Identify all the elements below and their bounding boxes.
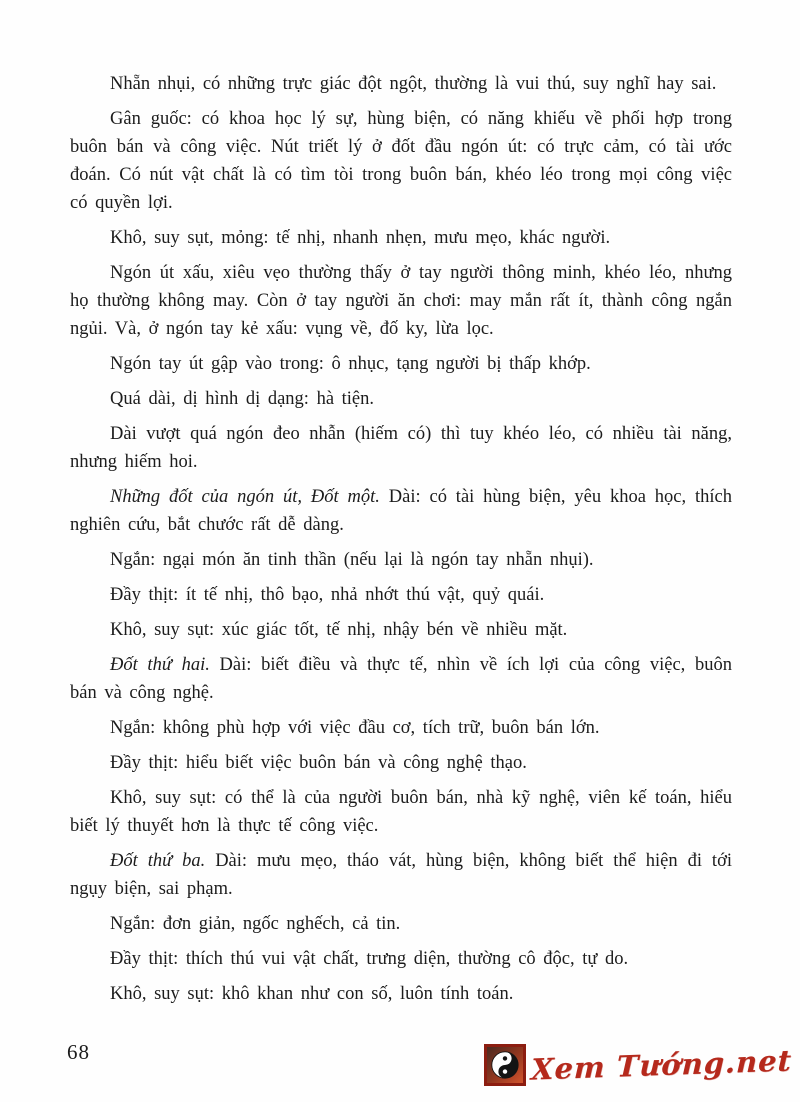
paragraph: [70, 651, 732, 707]
paragraph-lead: Những đốt của ngón út, Đốt một.: [110, 487, 380, 507]
watermark-wordmark: Xem Tướng.net: [530, 1043, 793, 1087]
page-text: [70, 70, 732, 1008]
paragraph-text: Nhẵn nhụi, có những trực giác đột ngột, thường là vui thú, suy nghĩ hay sai.: [110, 74, 717, 94]
paragraph: [70, 259, 732, 343]
paragraph: [70, 910, 732, 938]
paragraph: [70, 70, 732, 98]
paragraph: [70, 784, 732, 840]
paragraph: [70, 420, 732, 476]
paragraph: [70, 945, 732, 973]
paragraph: [70, 847, 732, 903]
paragraph-text: Khô, suy sụt: xúc giác tốt, tế nhị, nhậy bén về nhiều mặt.: [110, 620, 568, 640]
paragraph-text: Ngắn: ngại món ăn tinh thần (nếu lại là ngón tay nhẵn nhụi).: [110, 550, 594, 570]
paragraph: [70, 546, 732, 574]
paragraph-text: Dài: có tài hùng biện, yêu khoa học, thích nghiên cứu, bắt chước rất dễ dàng.: [70, 487, 732, 535]
paragraph-text: Khô, suy sụt: khô khan như con số, luôn tính toán.: [110, 984, 514, 1004]
paragraph-text: Gân guốc: có khoa học lý sự, hùng biện, có năng khiếu về phối hợp trong buôn bán và công việc. Nút triết lý ở đốt đầu ngón út: có trực cảm, có tài ước đoán. Có nút vật chất là có tìm tòi trong buôn bán, khéo léo trong mọi công việc có quyền lợi.: [70, 109, 732, 213]
paragraph: [70, 224, 732, 252]
paragraph: [70, 749, 732, 777]
paragraph-text: Khô, suy sụt, mỏng: tế nhị, nhanh nhẹn, mưu mẹo, khác người.: [110, 228, 611, 248]
paragraph-text: Đầy thịt: hiểu biết việc buôn bán và công nghệ thạo.: [110, 753, 527, 773]
paragraph-text: Ngón tay út gập vào trong: ô nhục, tạng người bị thấp khớp.: [110, 354, 591, 374]
watermark-logo[interactable]: [484, 1044, 792, 1086]
paragraph-text: Khô, suy sụt: có thể là của người buôn bán, nhà kỹ nghệ, viên kế toán, hiểu biết lý thuyết hơn là thực tế công việc.: [70, 788, 732, 836]
paragraph-text: Đầy thịt: ít tế nhị, thô bạo, nhả nhớt thú vật, quỷ quái.: [110, 585, 545, 605]
page-number: 68: [67, 1040, 90, 1064]
paragraph: [70, 616, 732, 644]
paragraph: [70, 714, 732, 742]
paragraph-text: Ngón út xấu, xiêu vẹo thường thấy ở tay người thông minh, khéo léo, nhưng họ thường không may. Còn ở tay người ăn chơi: may mắn rất ít, thành công ngắn ngủi. Và, ở ngón tay kẻ xấu: vụng về, đố ky, lừa lọc.: [70, 263, 732, 339]
paragraph-text: Dài: mưu mẹo, tháo vát, hùng biện, không biết thể hiện đi tới ngụy biện, sai phạm.: [70, 851, 732, 899]
paragraph: [70, 385, 732, 413]
paragraph-lead: Đốt thứ ba.: [110, 851, 206, 871]
paragraph-text: Ngắn: đơn giản, ngốc nghếch, cả tin.: [110, 914, 401, 934]
paragraph: [70, 105, 732, 217]
paragraph: [70, 581, 732, 609]
paragraph-text: Quá dài, dị hình dị dạng: hà tiện.: [110, 389, 375, 409]
paragraph-text: Dài: biết điều và thực tế, nhìn về ích lợi của công việc, buôn bán và công nghệ.: [70, 655, 732, 703]
paragraph-text: Ngắn: không phù hợp với việc đầu cơ, tích trữ, buôn bán lớn.: [110, 718, 600, 738]
paragraph: [70, 350, 732, 378]
paragraph: [70, 483, 732, 539]
yin-yang-icon: [484, 1044, 526, 1086]
paragraph-lead: Đốt thứ hai.: [110, 655, 210, 675]
paragraph-text: Đầy thịt: thích thú vui vật chất, trưng diện, thường cô độc, tự do.: [110, 949, 629, 969]
paragraph: [70, 980, 732, 1008]
paragraph-text: Dài vượt quá ngón đeo nhẫn (hiếm có) thì tuy khéo léo, có nhiều tài năng, nhưng hiếm hoi.: [70, 424, 732, 472]
